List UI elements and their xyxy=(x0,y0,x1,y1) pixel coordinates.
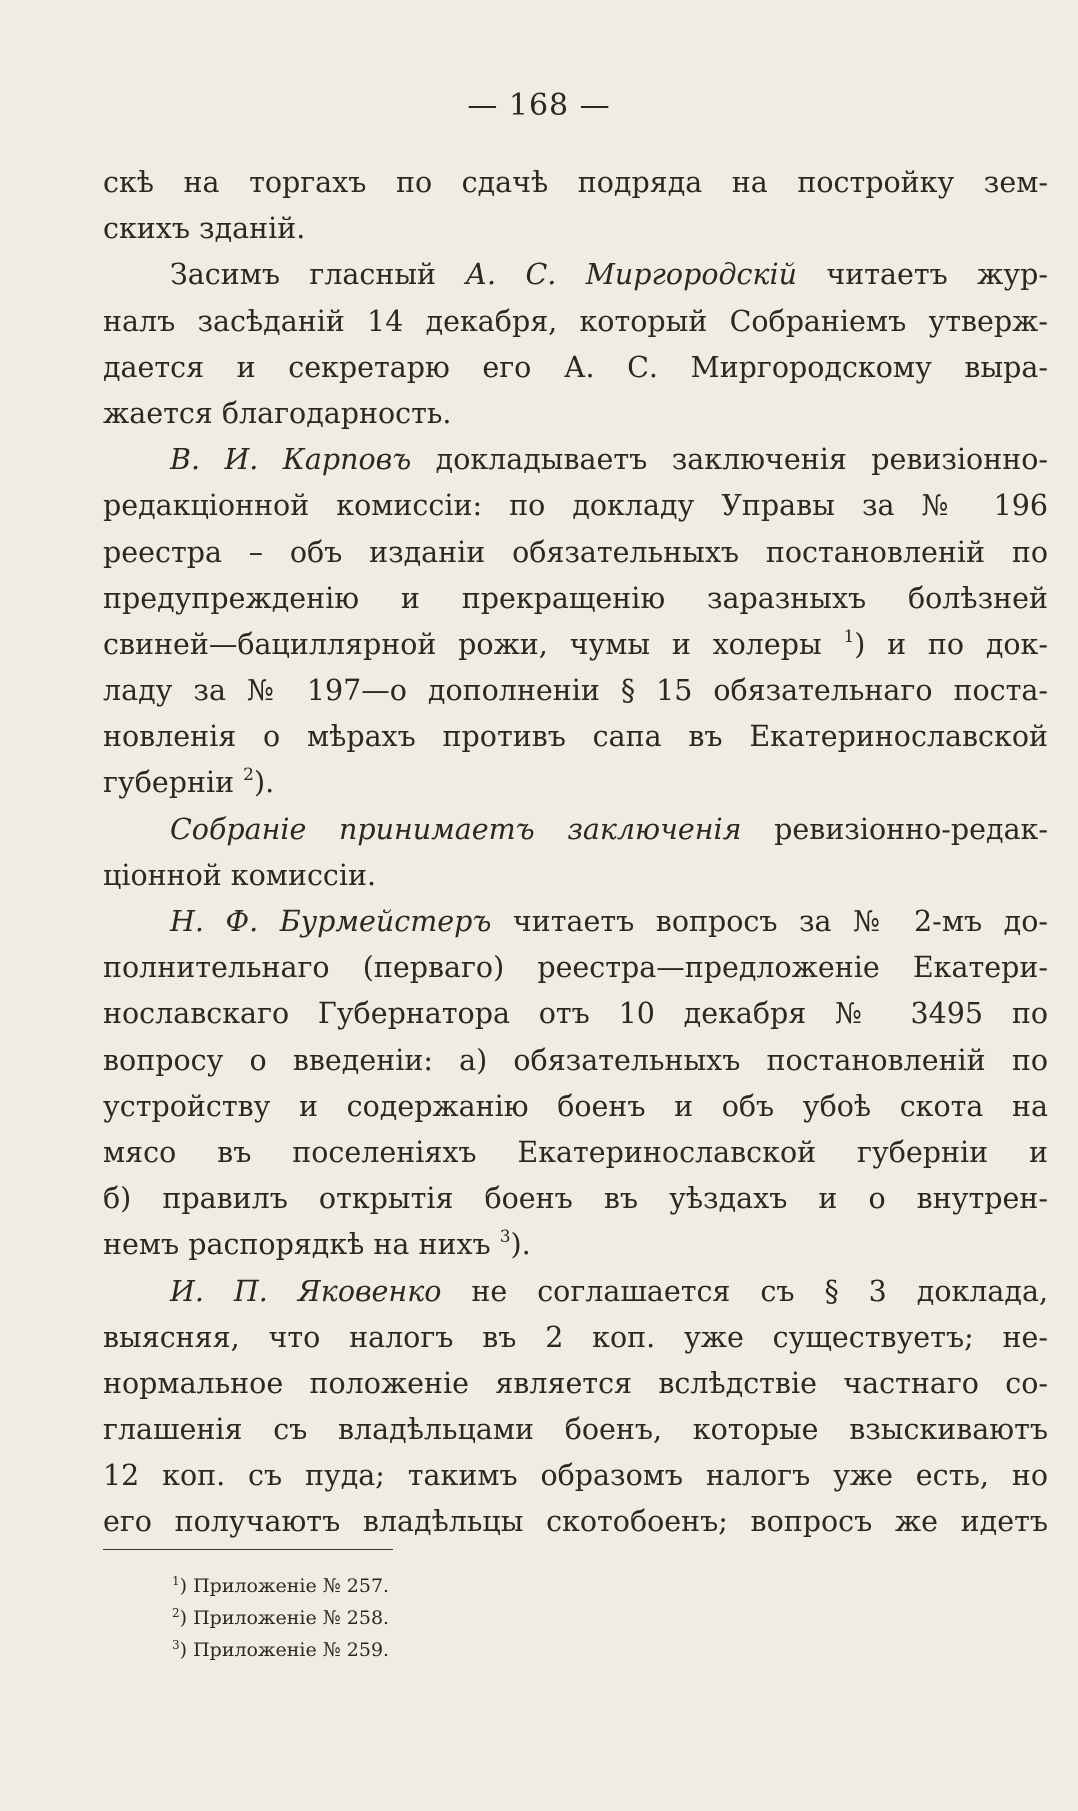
text-segment: губерніи xyxy=(103,766,244,800)
text-segment: полнительнаго (перваго) реестра—предложеніе Екатери- xyxy=(103,951,1048,985)
text-segment: докладываетъ заключенія ревизіонно- xyxy=(411,443,1048,477)
text-line xyxy=(103,668,1048,714)
text-segment: не соглашается съ § 3 доклада, xyxy=(441,1274,1049,1308)
footnote-reference: 1 xyxy=(843,626,855,647)
text-segment: налъ засѣданій 14 декабря, который Собраніемъ утверж- xyxy=(103,304,1048,338)
text-line xyxy=(103,252,1048,298)
text-line xyxy=(103,807,1048,853)
text-segment: ) и по док- xyxy=(854,627,1048,661)
italic-text: Н. Ф. Бурмейстеръ xyxy=(170,905,492,938)
text-segment: б) правилъ открытія боенъ въ уѣздахъ и о внутрен- xyxy=(103,1182,1048,1216)
text-segment: скихъ зданій. xyxy=(103,212,306,246)
italic-text: И. П. Яковенко xyxy=(170,1274,442,1308)
text-segment: его получаютъ владѣльцы скотобоенъ; вопросъ же идетъ xyxy=(103,1505,1048,1539)
text-line xyxy=(103,1407,1048,1453)
footnote xyxy=(172,1634,389,1666)
footnote-text: ) Приложеніе № 257. xyxy=(179,1575,390,1597)
text-line xyxy=(103,299,1048,345)
text-line xyxy=(103,206,1048,252)
footnote-text: ) Приложеніе № 258. xyxy=(179,1607,390,1629)
text-segment: скѣ на торгахъ по сдачѣ подряда на постройку зем- xyxy=(103,166,1048,199)
footnote-separator xyxy=(103,1549,393,1550)
text-segment: жается благодарность. xyxy=(103,396,452,430)
footnotes xyxy=(172,1570,389,1666)
text-segment: редакціонной комиссіи: по докладу Управы за № 196 xyxy=(103,489,1048,523)
italic-text: Собраніе принимаетъ заключенія xyxy=(170,812,742,846)
footnote-text: ) Приложеніе № 259. xyxy=(179,1639,390,1661)
text-segment: ). xyxy=(510,1228,531,1262)
text-line xyxy=(103,345,1048,391)
footnote-mark: 2 xyxy=(172,1606,180,1620)
footnote-reference: 3 xyxy=(499,1227,511,1248)
text-line xyxy=(103,530,1048,576)
text-line xyxy=(103,1222,1048,1268)
footnote-reference: 2 xyxy=(243,765,254,786)
text-line xyxy=(103,760,1048,806)
text-segment: свиней—бациллярной рожи, чумы и холеры xyxy=(103,627,844,661)
text-line xyxy=(103,1499,1048,1545)
text-line xyxy=(103,899,1048,945)
text-segment: ). xyxy=(253,766,275,800)
text-line xyxy=(103,1130,1048,1176)
text-segment: нормальное положеніе является вслѣдствіе частнаго со- xyxy=(103,1366,1048,1400)
footnote-mark: 3 xyxy=(172,1638,180,1652)
page-number: — 168 — xyxy=(467,88,611,123)
text-segment: 12 коп. съ пуда; такимъ образомъ налогъ уже есть, но xyxy=(103,1459,1048,1493)
text-segment: читаетъ жур- xyxy=(797,258,1048,292)
text-segment: дается и секретарю его А. С. Миргородскому выра- xyxy=(103,350,1048,384)
text-segment: глашенія съ владѣльцами боенъ, которые взыскиваютъ xyxy=(103,1413,1048,1447)
text-line xyxy=(103,1084,1048,1130)
text-line xyxy=(103,991,1048,1037)
text-line xyxy=(103,1038,1048,1084)
text-line xyxy=(103,1176,1048,1222)
italic-text: В. И. Карповъ xyxy=(170,443,412,477)
text-segment: реестра – объ изданіи обязательныхъ постановленій по xyxy=(103,535,1048,569)
text-line xyxy=(103,945,1048,991)
text-segment: выясняя, что налогъ въ 2 коп. уже существуетъ; не- xyxy=(103,1320,1048,1354)
text-line xyxy=(103,160,1048,206)
text-segment: нославскаго Губернатора отъ 10 декабря № 3495 по xyxy=(103,997,1048,1031)
footnote xyxy=(172,1602,389,1634)
body-text xyxy=(103,160,1048,1546)
text-segment: мясо въ поселеніяхъ Екатеринославской губерніи и xyxy=(103,1135,1048,1169)
footnote xyxy=(172,1570,389,1602)
text-line xyxy=(103,391,1048,437)
text-line xyxy=(103,1361,1048,1407)
text-line xyxy=(103,853,1048,899)
text-segment: немъ распорядкѣ на нихъ xyxy=(103,1228,500,1262)
text-line xyxy=(103,714,1048,760)
text-segment: вопросу о введеніи: а) обязательныхъ постановленій по xyxy=(103,1043,1048,1077)
text-segment: устройству и содержанію боенъ и объ убоѣ скота на xyxy=(103,1089,1048,1123)
text-line xyxy=(103,576,1048,622)
text-line xyxy=(103,1453,1048,1499)
text-segment: читаетъ вопросъ за № 2-мъ до- xyxy=(491,905,1048,938)
text-segment: ціонной комиссіи. xyxy=(103,858,377,892)
text-segment: Засимъ гласный xyxy=(170,258,466,292)
text-segment: ладу за № 197—о дополненіи § 15 обязательнаго поста- xyxy=(103,674,1048,708)
footnote-mark: 1 xyxy=(172,1574,180,1588)
text-line xyxy=(103,1269,1048,1315)
text-line xyxy=(103,437,1048,483)
text-line xyxy=(103,1315,1048,1361)
text-segment: предупрежденію и прекращенію заразныхъ болѣзней xyxy=(103,581,1048,615)
text-segment: ревизіонно-редак- xyxy=(741,812,1048,846)
text-segment: новленія о мѣрахъ противъ сапа въ Екатеринославской xyxy=(103,720,1048,754)
text-line xyxy=(103,483,1048,529)
text-line xyxy=(103,622,1048,668)
italic-text: А. С. Миргородскій xyxy=(465,258,797,292)
